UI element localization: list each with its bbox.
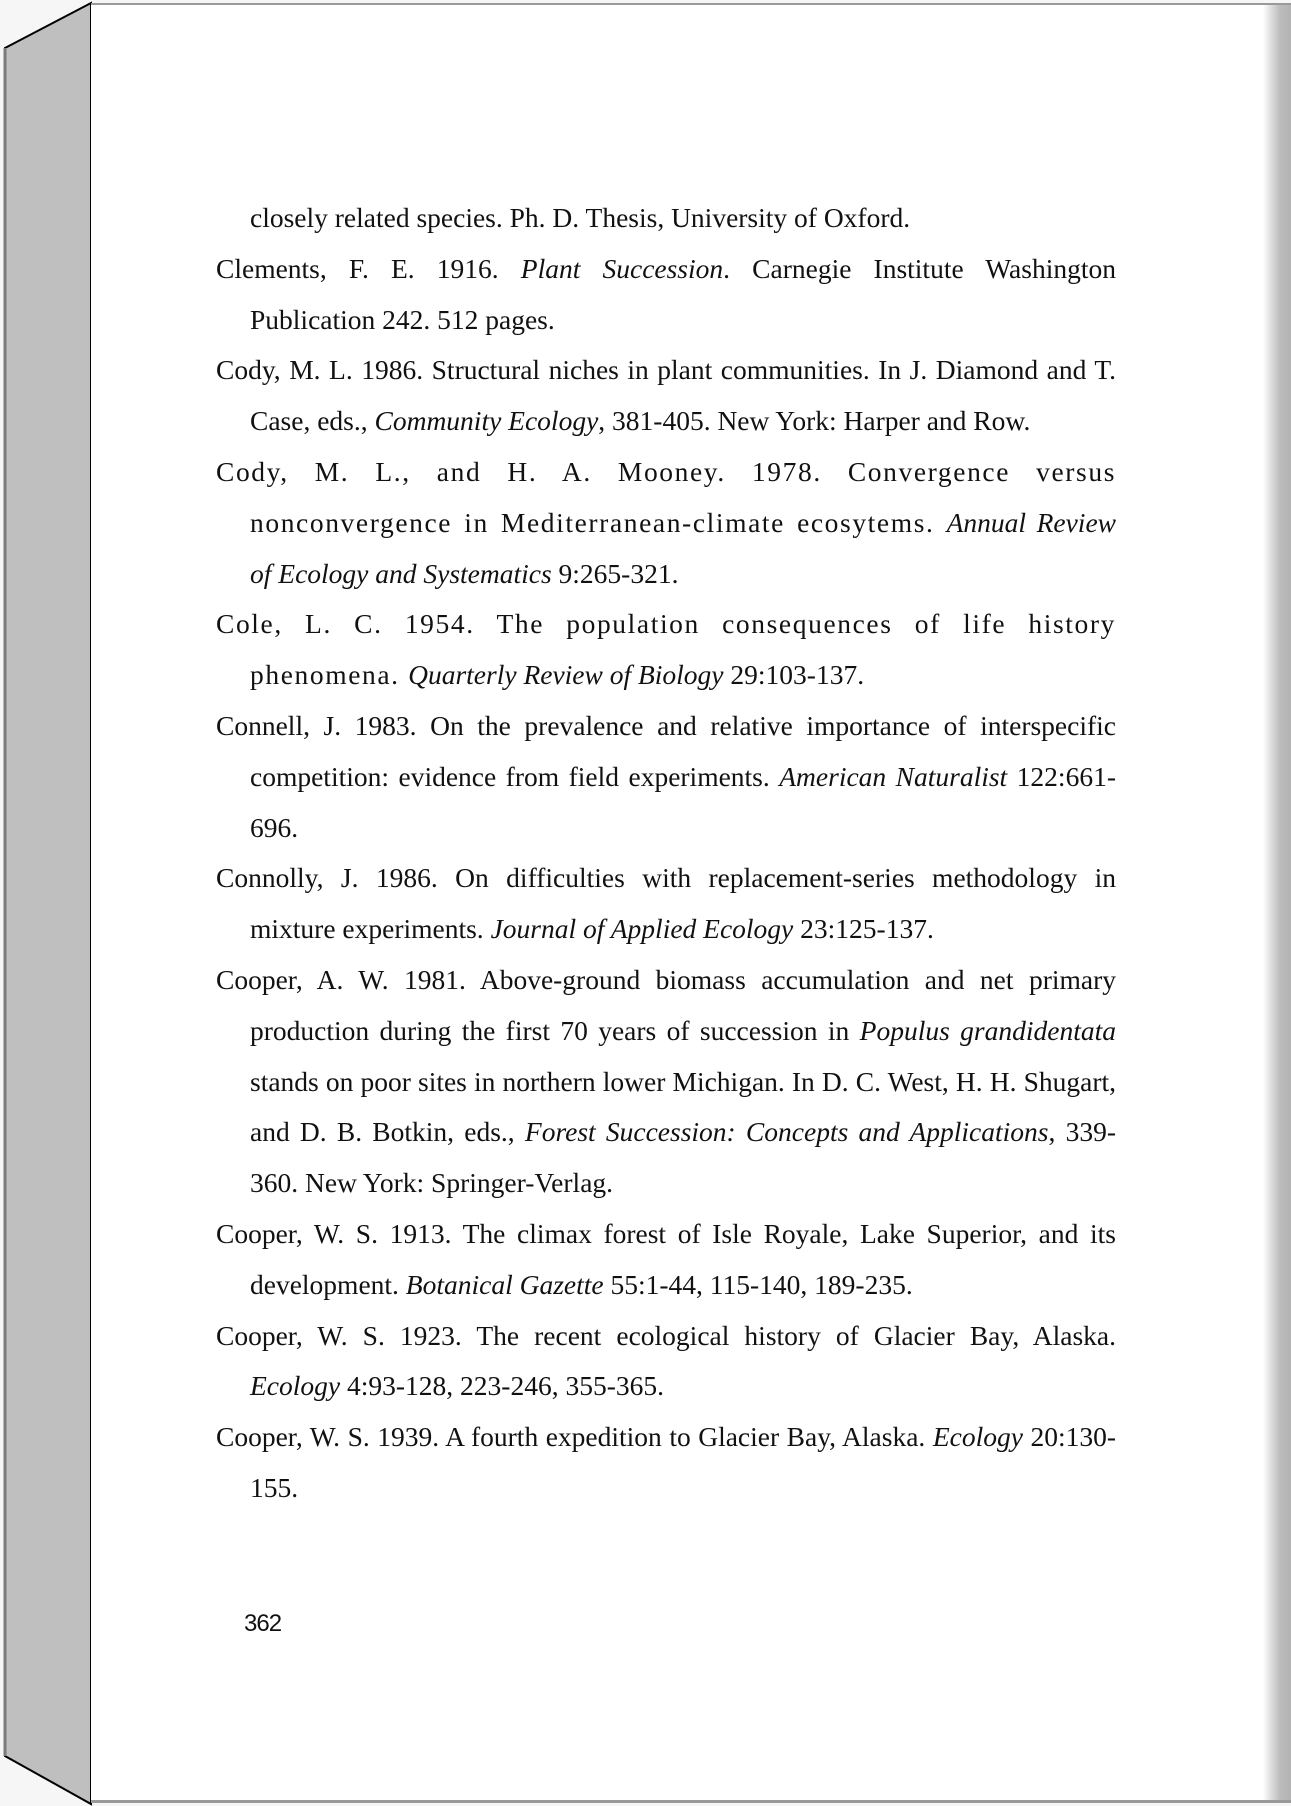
reference-text: 20:130-155. bbox=[250, 1421, 1116, 1503]
reference-text: 4:93-128, 223-246, 355-365. bbox=[340, 1370, 664, 1402]
reference-text: 29:103-137. bbox=[723, 659, 865, 691]
reference-text: , 381-405. New York: Harper and Row. bbox=[598, 405, 1031, 437]
reference-entry bbox=[216, 244, 1116, 346]
reference-text: 55:1-44, 115-140, 189-235. bbox=[603, 1268, 913, 1300]
reference-entry bbox=[216, 1311, 1116, 1413]
reference-text: Cole, L. C. 1954. The population consequences of life history phenomena. bbox=[216, 608, 1116, 691]
reference-title-italic: Quarterly Review of Biology bbox=[408, 659, 724, 691]
reference-text: stands on poor sites in northern lower Michigan. In D. C. West, H. H. Shugart, and D. B. Botkin, eds., bbox=[250, 1065, 1116, 1148]
reference-entry bbox=[216, 1209, 1116, 1311]
reference-text: Connell, J. 1983. On the prevalence and relative importance of interspecific competition: evidence from field experiments. bbox=[216, 709, 1116, 792]
reference-title-italic: Botanical Gazette bbox=[405, 1268, 604, 1300]
reference-text: Connolly, J. 1986. On difficulties with replacement-series methodology in mixture experiments. bbox=[216, 862, 1116, 945]
reference-entry bbox=[216, 701, 1116, 853]
reference-title-italic: Populus grandidentata bbox=[859, 1014, 1116, 1046]
reference-title-italic: Community Ecology bbox=[374, 405, 599, 437]
reference-text: Cooper, W. S. 1939. A fourth expedition to Glacier Bay, Alaska. bbox=[216, 1421, 933, 1453]
reference-entry bbox=[216, 193, 1116, 244]
reference-title-italic: Ecology bbox=[932, 1421, 1023, 1453]
reference-title-italic: Ecology bbox=[250, 1370, 341, 1402]
reference-text: , 339-360. New York: Springer-Verlag. bbox=[250, 1116, 1116, 1199]
page-edge-shadow bbox=[1263, 5, 1291, 1800]
reference-title-italic: Annual Review of Ecology and Systematics bbox=[250, 506, 1116, 589]
reference-title-italic: Journal of Applied Ecology bbox=[490, 913, 794, 945]
reference-text: 122:661-696. bbox=[250, 760, 1116, 843]
reference-list bbox=[216, 193, 1116, 1514]
reference-entry bbox=[216, 345, 1116, 447]
reference-title-italic: Forest Succession: Concepts and Applications bbox=[524, 1116, 1049, 1148]
reference-title-italic: American Naturalist bbox=[779, 760, 1008, 792]
reference-entry bbox=[216, 955, 1116, 1209]
reference-text: closely related species. Ph. D. Thesis, University of Oxford. bbox=[250, 202, 911, 233]
reference-text: Cooper, W. S. 1923. The recent ecological history of Glacier Bay, Alaska. bbox=[216, 1319, 1116, 1351]
reference-text: Cooper, W. S. 1913. The climax forest of Isle Royale, Lake Superior, and its development. bbox=[216, 1217, 1116, 1300]
book-spine bbox=[0, 0, 100, 1806]
reference-entry bbox=[216, 1412, 1116, 1514]
reference-entry bbox=[216, 599, 1116, 701]
reference-entry bbox=[216, 853, 1116, 955]
reference-text: . Carnegie Institute Washington Publication 242. 512 pages. bbox=[250, 252, 1116, 335]
reference-text: Cody, M. L. 1986. Structural niches in plant communities. In J. Diamond and T. Case, eds., bbox=[216, 354, 1116, 437]
reference-text: Cooper, A. W. 1981. Above-ground biomass accumulation and net primary production during the first 70 years of succession in bbox=[216, 963, 1116, 1046]
reference-text: 9:265-321. bbox=[551, 557, 679, 589]
reference-entry bbox=[216, 447, 1116, 599]
reference-text: 23:125-137. bbox=[793, 913, 934, 945]
reference-text: Cody, M. L., and H. A. Mooney. 1978. Convergence versus nonconvergence in Mediterranean-climate ecosytems. bbox=[216, 455, 1116, 538]
reference-text: Clements, F. E. 1916. bbox=[216, 252, 521, 284]
reference-title-italic: Plant Succession bbox=[520, 252, 724, 284]
page-number: 362 bbox=[244, 1610, 282, 1637]
